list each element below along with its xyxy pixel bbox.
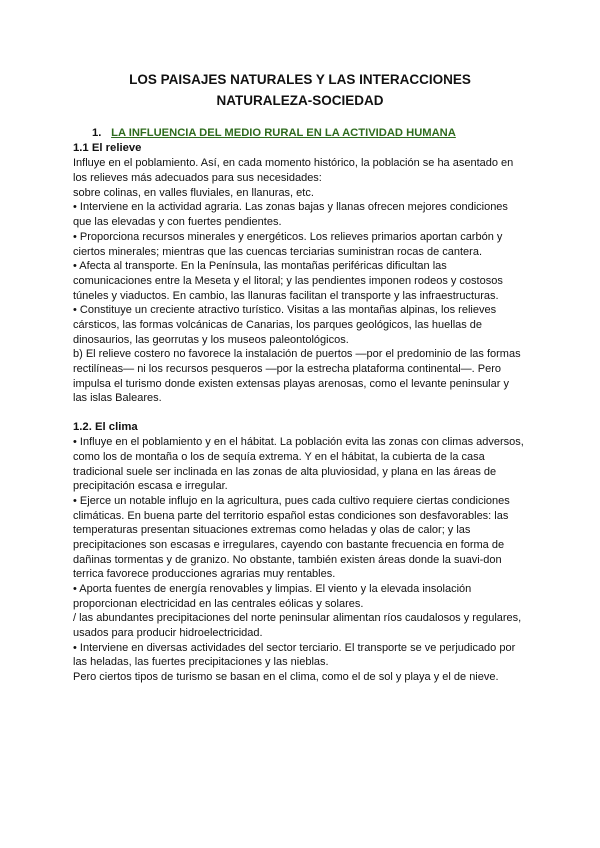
paragraph-line: las heladas, las fuertes precipitaciones y las nieblas. [73, 656, 329, 668]
paragraph-line: climáticas. En buena parte del territorio español estas condiciones son desfavorables: las [73, 510, 509, 522]
document-title-line-2: NATURALEZA-SOCIEDAD [216, 93, 384, 108]
paragraph-line: proporcionan electricidad en las centrales eólicas y solares. [73, 598, 364, 610]
paragraph-line: • Interviene en diversas actividades del sector terciario. El transporte se ve perjudicado por [73, 642, 516, 654]
subheading-relieve: 1.1 El relieve [73, 142, 142, 154]
paragraph-line: dañinas tormentas y de granizo. No obstante, también existen áreas donde la suavi-don [73, 554, 502, 566]
paragraph-line: terrica favorece producciones agrarias muy rentables. [73, 568, 336, 580]
paragraph-line: usados para producir hidroelectricidad. [73, 627, 263, 639]
section-number: 1. [92, 127, 102, 139]
paragraph-line: comunicaciones entre la Meseta y el litoral; y las pendientes imponen rodeos y costosos [73, 275, 503, 287]
paragraph-line: Pero ciertos tipos de turismo se basan en el clima, como el de sol y playa y el de nieve. [73, 671, 499, 683]
paragraph-line: • Afecta al transporte. En la Península, las montañas periféricas dificultan las [73, 260, 447, 272]
paragraph-line: • Interviene en la actividad agraria. Las zonas bajas y llanas ofrecen mejores condiciones [73, 201, 508, 213]
paragraph-line: rectilíneas— ni los recursos pesqueros —por la estrecha plataforma continental—. Pero [73, 363, 501, 375]
paragraph-line: que las elevadas y con fuertes pendientes. [73, 216, 282, 228]
paragraph-line: como los de montaña o los de sequía extrema. Y en el hábitat, la cubierta de la casa [73, 451, 485, 463]
paragraph-line: / las abundantes precipitaciones del norte peninsular alimentan ríos caudalosos y regulares, [73, 612, 522, 624]
paragraph-line: las islas Baleares. [73, 392, 162, 404]
paragraph-line: • Constituye un creciente atractivo turístico. Visitas a las montañas alpinas, los relieves [73, 304, 497, 316]
paragraph-line: • Ejerce un notable influjo en la agricultura, pues cada cultivo requiere ciertas condiciones [73, 495, 510, 507]
subheading-clima: 1.2. El clima [73, 421, 138, 433]
document-title-line-1: LOS PAISAJES NATURALES Y LAS INTERACCIONES [129, 72, 471, 87]
paragraph-line: tradicional suele ser inclinada en las zonas de alta pluviosidad, y plana en las áreas de [73, 466, 497, 478]
paragraph-line: • Aporta fuentes de energía renovables y limpias. El viento y la elevada insolación [73, 583, 472, 595]
paragraph-line: sobre colinas, en valles fluviales, en llanuras, etc. [73, 187, 314, 199]
paragraph-line: • Proporciona recursos minerales y energéticos. Los relieves primarios aportan carbón y [73, 231, 503, 243]
paragraph-line: ciertos minerales; mientras que las cuencas terciarias suministran rocas de cantera. [73, 246, 483, 258]
paragraph-line: • Influye en el poblamiento y en el hábitat. La población evita las zonas con climas adversos, [73, 436, 524, 448]
paragraph-line: precipitaciones son escasas e irregulares, cayendo con bastante frecuencia en forma de [73, 539, 505, 551]
paragraph-line: los relieves más adecuados para sus necesidades: [73, 172, 322, 184]
paragraph-line: temperaturas presentan situaciones extremas como heladas y olas de calor; y las [73, 524, 471, 536]
paragraph-line: precipitación escasa e irregular. [73, 480, 228, 492]
section-heading [92, 126, 456, 140]
paragraph-line: dinosaurios, las georrutas y los museos paleontológicos. [73, 334, 349, 346]
paragraph-line: impulsa el turismo donde existen extensas playas arenosas, como el levante peninsular y [73, 378, 509, 390]
paragraph-line: b) El relieve costero no favorece la instalación de puertos —por el predominio de las formas [73, 348, 521, 360]
paragraph-line: túneles y viaductos. En cambio, las llanuras facilitan el transporte y las infraestructuras. [73, 290, 499, 302]
section-heading-text: LA INFLUENCIA DEL MEDIO RURAL EN LA ACTIVIDAD HUMANA [111, 127, 456, 139]
paragraph-line: cársticos, las formas volcánicas de Canarias, los parques geológicos, las huellas de [73, 319, 483, 331]
paragraph-line: Influye en el poblamiento. Así, en cada momento histórico, la población se ha asentado en [73, 157, 514, 169]
